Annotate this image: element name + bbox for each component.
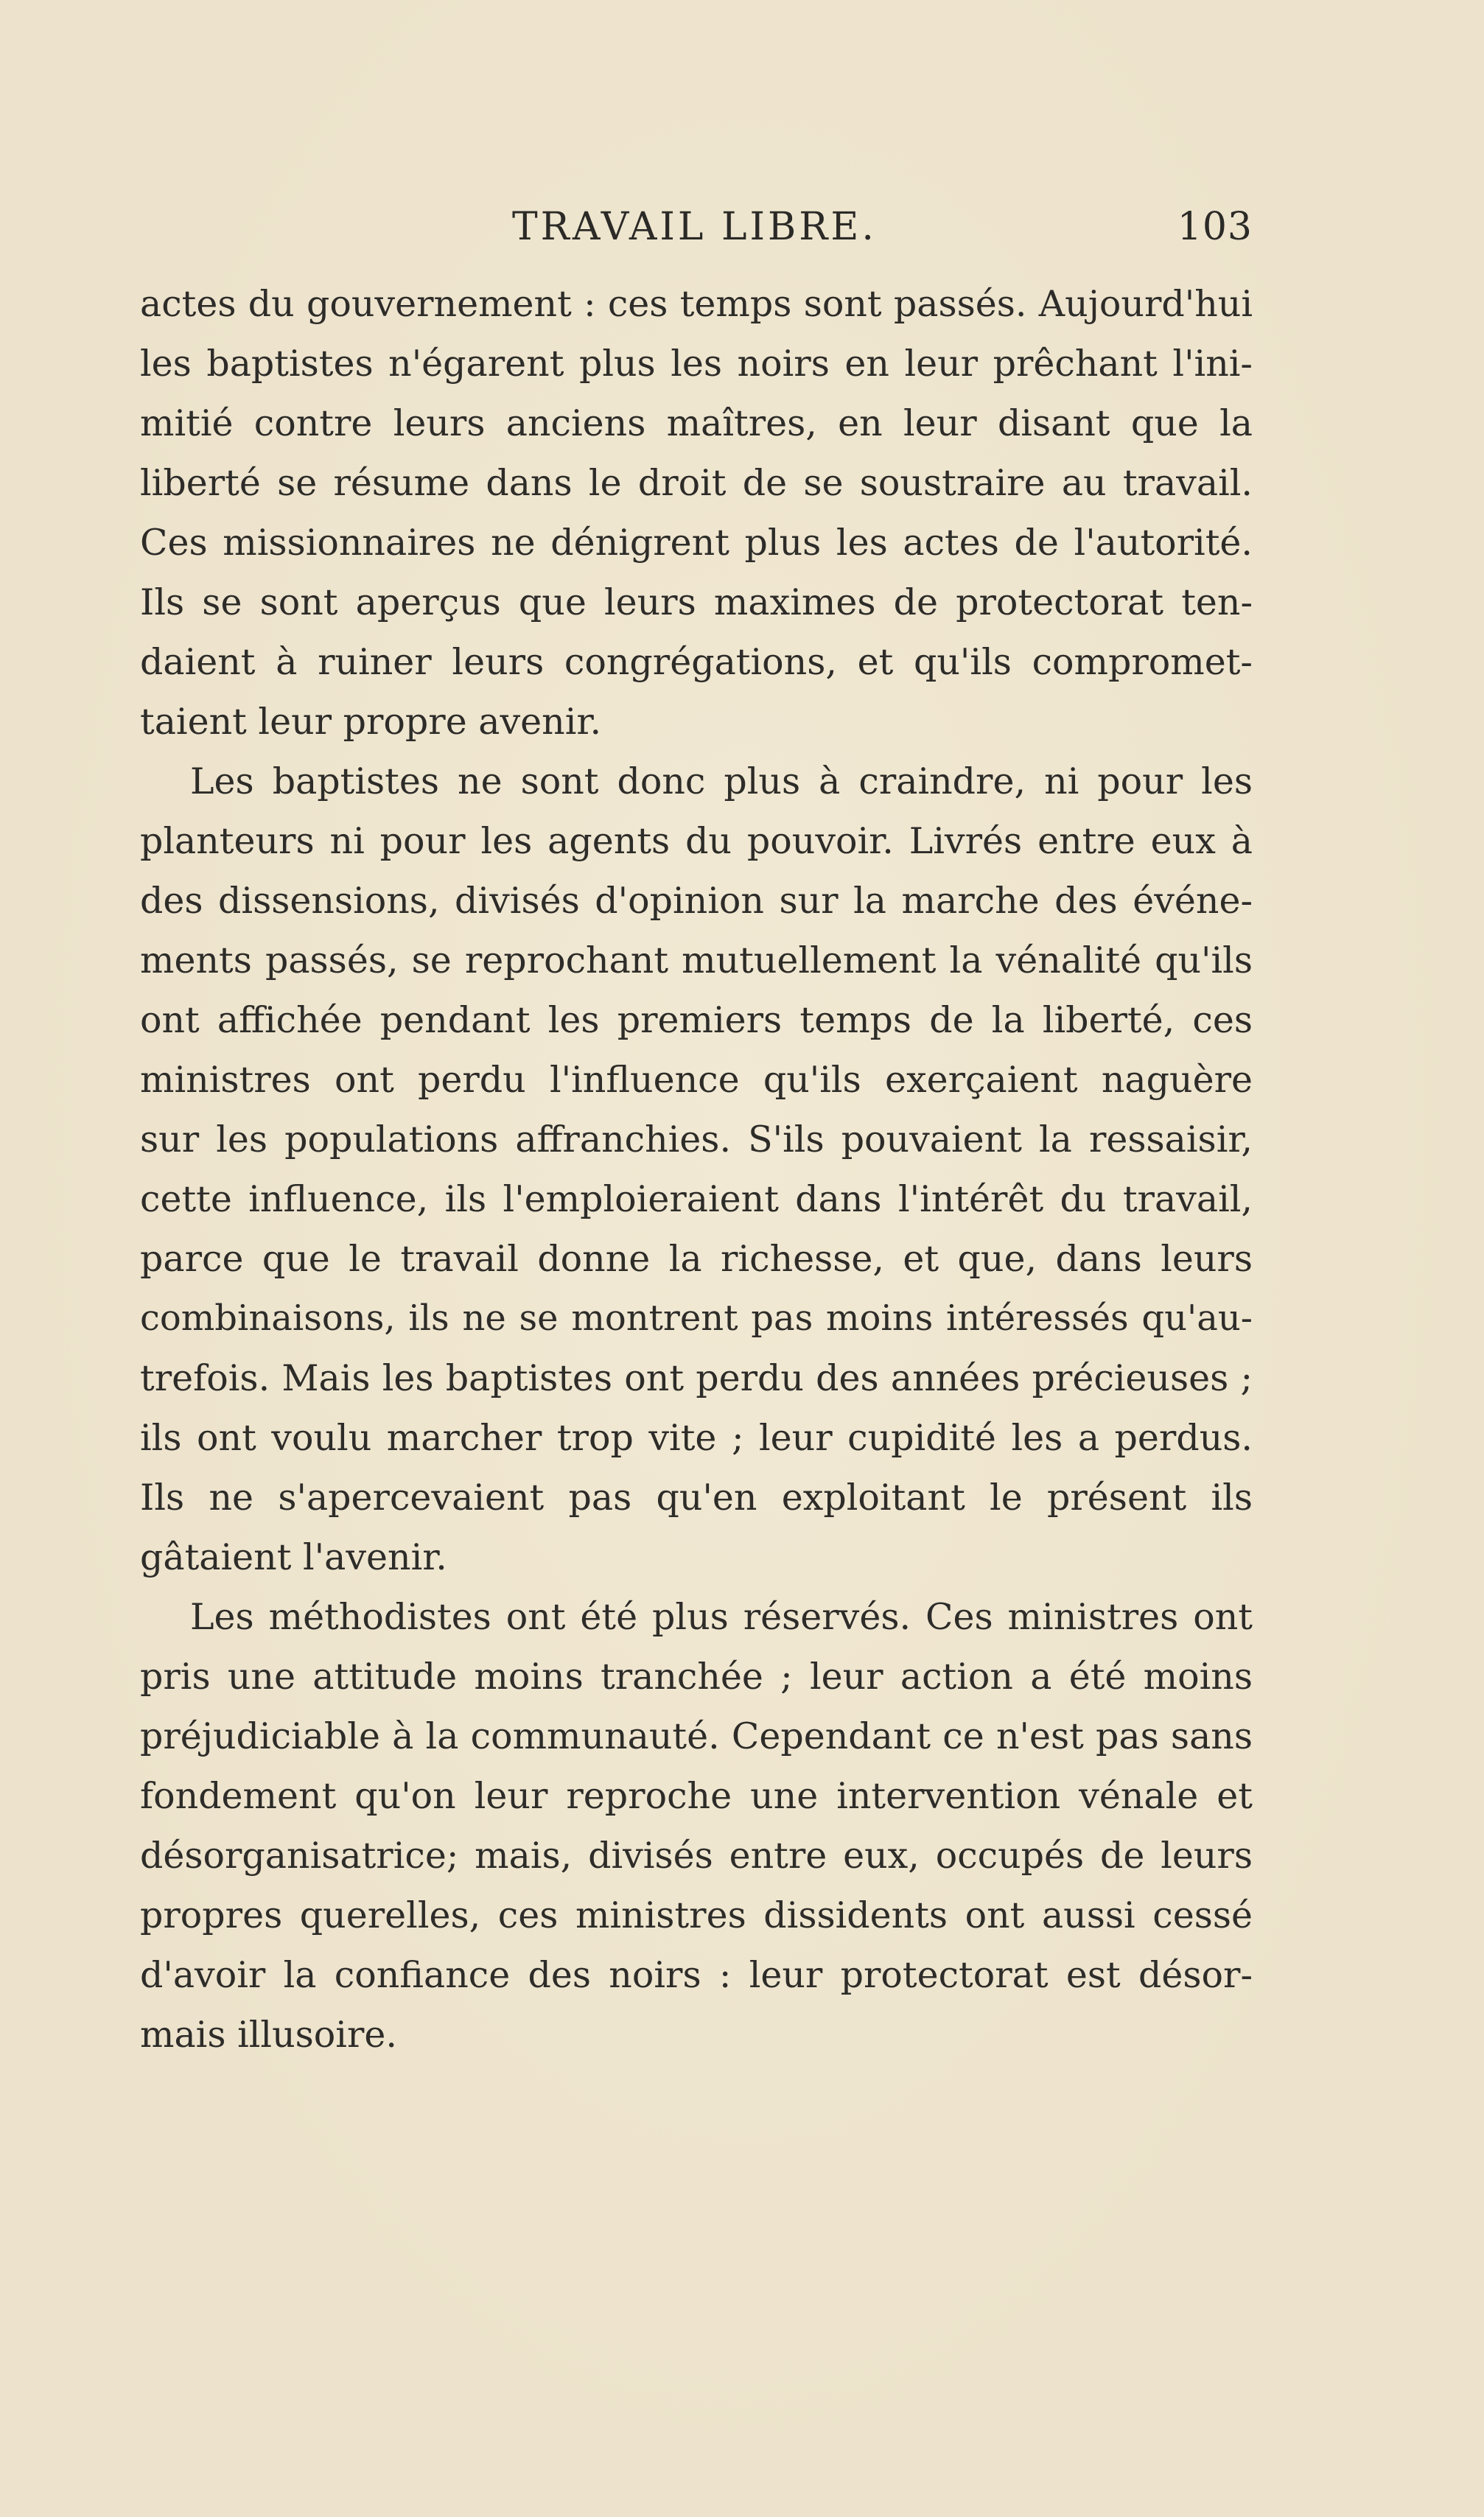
text-line: ments passés, se reprochant mutuellement la vénalité qu'ils (140, 939, 1253, 981)
text-line: liberté se résume dans le droit de se soustraire au travail. (140, 462, 1253, 504)
text-line: ils ont voulu marcher trop vite ; leur cupidité les a perdus. (140, 1417, 1253, 1459)
text-line: ont affichée pendant les premiers temps de la liberté, ces (140, 999, 1253, 1041)
page-number: 103 (1177, 205, 1253, 249)
text-line: gâtaient l'avenir. (140, 1536, 447, 1578)
text-line: mais illusoire. (140, 2014, 397, 2056)
text-line: combinaisons, ils ne se montrent pas moins intéressés qu'au- (140, 1298, 1253, 1339)
text-line: Ils se sont aperçus que leurs maximes de protectorat ten- (140, 581, 1253, 623)
text-line: d'avoir la confiance des noirs : leur protectorat est désor- (140, 1954, 1253, 1996)
text-line: taient leur propre avenir. (140, 701, 602, 743)
text-line: sur les populations affranchies. S'ils pouvaient la ressaisir, (140, 1119, 1253, 1161)
text-line: fondement qu'on leur reproche une intervention vénale et (140, 1775, 1253, 1817)
text-line: ministres ont perdu l'influence qu'ils exerçaient naguère (140, 1059, 1253, 1101)
body-text (140, 274, 1253, 2065)
text-line: des dissensions, divisés d'opinion sur la marche des événe- (140, 880, 1253, 922)
text-line: cette influence, ils l'emploieraient dans l'intérêt du travail, (140, 1178, 1253, 1220)
text-line: planteurs ni pour les agents du pouvoir. Livrés entre eux à (140, 820, 1253, 862)
text-line: désorganisatrice; mais, divisés entre eux, occupés de leurs (140, 1835, 1253, 1877)
text-line: Ces missionnaires ne dénigrent plus les actes de l'autorité. (140, 522, 1253, 564)
text-line: Ils ne s'apercevaient pas qu'en exploitant le présent ils (140, 1477, 1253, 1519)
text-line: pris une attitude moins tranchée ; leur action a été moins (140, 1656, 1253, 1698)
text-line: les baptistes n'égarent plus les noirs en leur prêchant l'ini- (140, 343, 1253, 385)
running-head (140, 205, 1253, 264)
text-line: parce que le travail donne la richesse, et que, dans leurs (140, 1238, 1253, 1280)
running-title: TRAVAIL LIBRE. (512, 205, 877, 249)
text-line: daient à ruiner leurs congrégations, et qu'ils compromet- (140, 641, 1253, 683)
paragraph-first-line: Les méthodistes ont été plus réservés. Ces ministres ont (190, 1596, 1253, 1638)
paragraph-first-line: Les baptistes ne sont donc plus à craindre, ni pour les (190, 760, 1253, 802)
text-line: préjudiciable à la communauté. Cependant ce n'est pas sans (140, 1715, 1253, 1757)
text-line: actes du gouvernement : ces temps sont passés. Aujourd'hui (140, 283, 1253, 325)
text-line: mitié contre leurs anciens maîtres, en leur disant que la (140, 402, 1253, 444)
text-line: propres querelles, ces ministres dissidents ont aussi cessé (140, 1894, 1253, 1936)
text-line: trefois. Mais les baptistes ont perdu des années précieuses ; (140, 1357, 1253, 1399)
